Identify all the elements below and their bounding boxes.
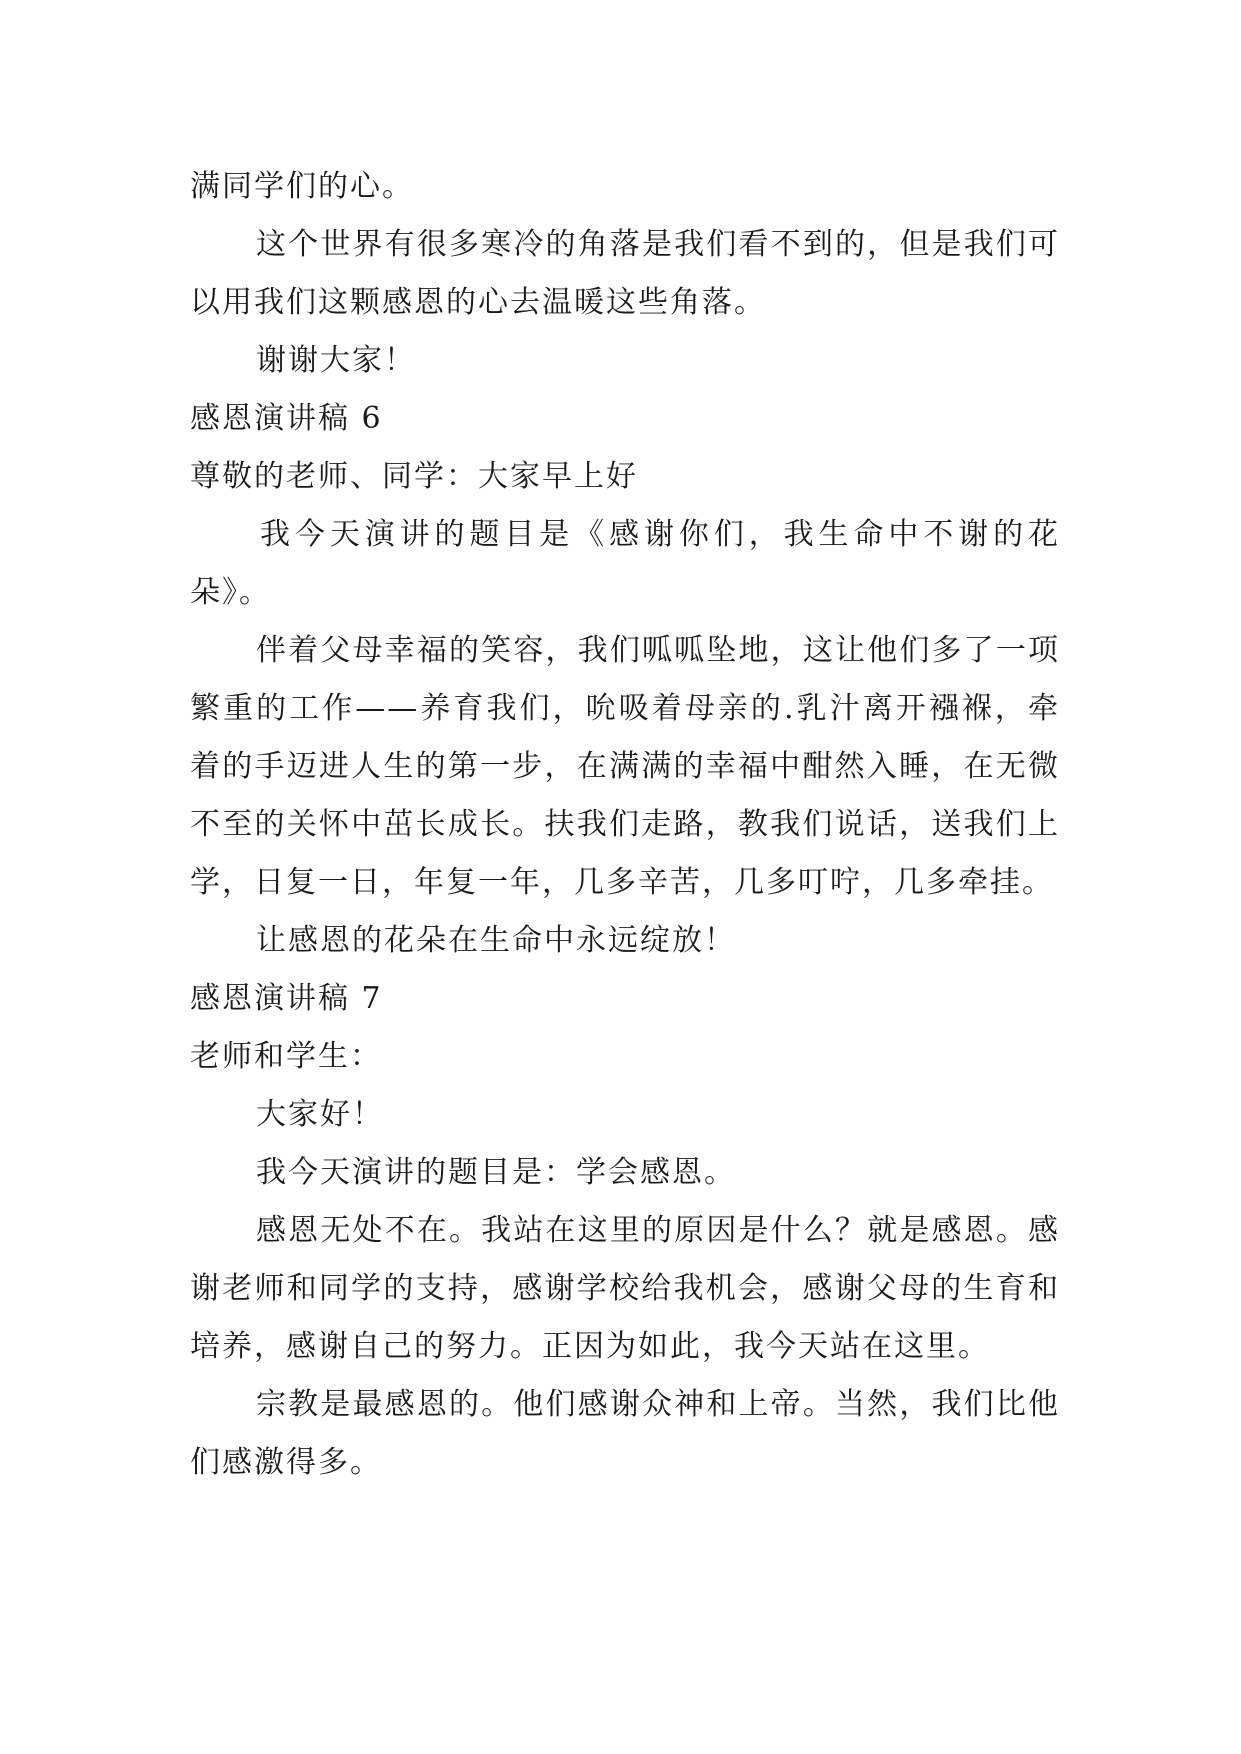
paragraph: 我今天演讲的题目是：学会感恩。 [256,1155,736,1190]
paragraph: 我今天演讲的题目是《感谢你们，我生命中不谢的花朵》。 [190,517,1060,610]
salutation: 老师和学生： [190,1039,382,1074]
salutation: 尊敬的老师、同学：大家早上好 [190,459,638,494]
section-heading: 感恩演讲稿 6 [190,401,383,436]
greeting: 大家好！ [256,1097,384,1132]
paragraph-continuation: 满同学们的心。 [190,169,414,204]
paragraph: 宗教是最感恩的。他们感谢众神和上帝。当然，我们比他们感激得多。 [190,1387,1060,1480]
paragraph-closing: 让感恩的花朵在生命中永远绽放！ [256,923,736,958]
section-heading: 感恩演讲稿 7 [190,981,383,1016]
paragraph: 这个世界有很多寒冷的角落是我们看不到的，但是我们可以用我们这颗感恩的心去温暖这些角落。 [190,227,1060,320]
paragraph: 感恩无处不在。我站在这里的原因是什么？就是感恩。感谢老师和同学的支持，感谢学校给我机会，感谢父母的生育和培养，感谢自己的努力。正因为如此，我今天站在这里。 [190,1213,1060,1364]
paragraph-closing: 谢谢大家！ [256,343,416,378]
document-body [190,158,1060,1492]
paragraph: 伴着父母幸福的笑容，我们呱呱坠地，这让他们多了一项繁重的工作——养育我们，吮吸着母亲的.乳汁离开襁褓，牵着的手迈进人生的第一步，在满满的幸福中酣然入睡，在无微不至的关怀中茁长成长。扶我们走路，教我们说话，送我们上学，日复一日，年复一年，几多辛苦，几多叮咛，几多牵挂。 [190,633,1060,900]
